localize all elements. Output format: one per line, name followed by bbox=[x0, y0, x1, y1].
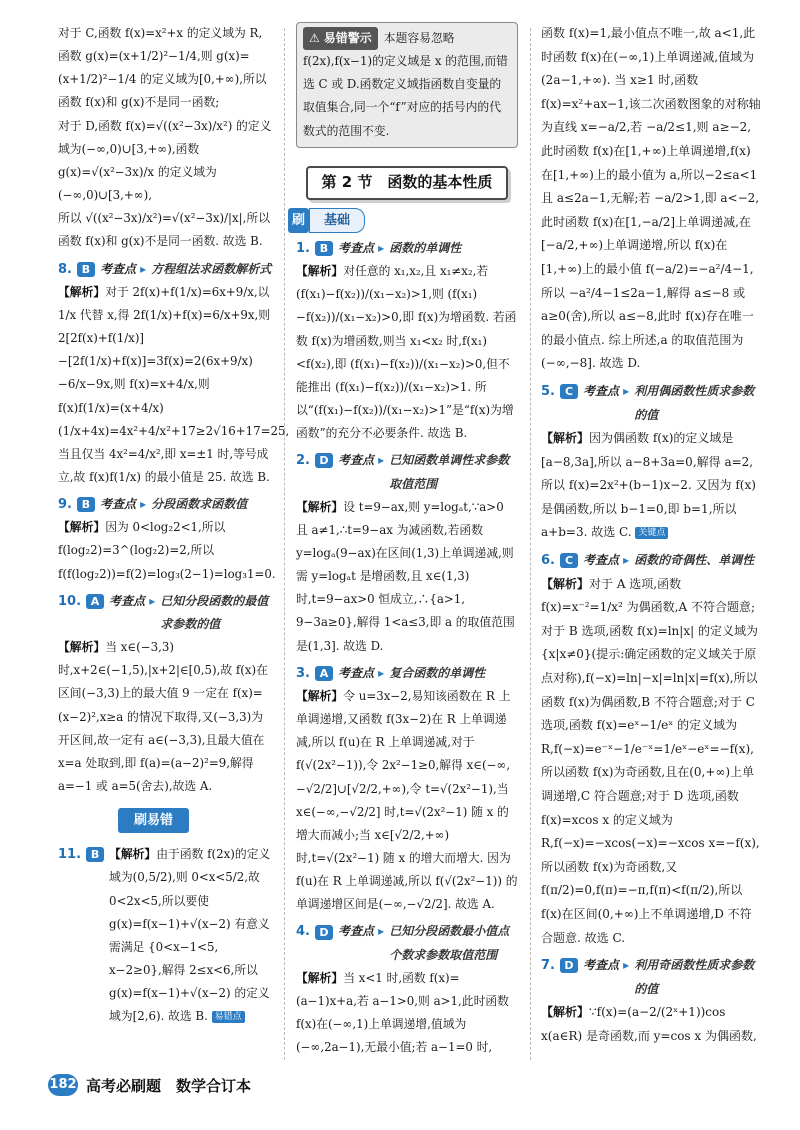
question-5-header bbox=[541, 380, 761, 427]
question-number: 5. bbox=[541, 383, 555, 399]
page-number: 182 bbox=[48, 1074, 78, 1096]
solution-tag: 【解析】 bbox=[296, 499, 344, 514]
solution-body: 对任意的 x₁,x₂,且 x₁≠x₂,若 (f(x₁)−f(x₂))/(x₁−x₂)>1,则 (f(x₁)−f(x₂))/(x₁−x₂)>0,即 f(x)为增函数. 若函数 f(x)为增函数,则当 x₁<x₂ 时,f(x₁)<f(x₂),即 (f(x₁)−f(x₂))/(x₁−x₂)>0,但不能推出 (f(x₁)−f(x₂))/(x₁−x₂)>1. 所以“(f(x₁)−f(x₂))/(x₁−x₂)>1”是“f(x)为增函数”的充分不必要条件. 故选 B. bbox=[296, 264, 517, 441]
answer-badge: D bbox=[315, 453, 333, 468]
question-number: 8. bbox=[58, 261, 72, 277]
column-divider-left bbox=[284, 28, 285, 1060]
solution-body: 对于 A 选项,函数 f(x)=x⁻²=1/x² 为偶函数,A 不符合题意;对于 B 选项,函数 f(x)=ln|x| 的定义域为{x|x≠0}(提示:确定函数的定义域关于原点对称),f(−x)=ln|−x|=ln|x|=f(x),所以函数 f(x)为偶函数,B 不符合题意;对于 C 选项,函数 f(x)=eˣ−1/eˣ 的定义域为 R,f(−x)=e⁻ˣ−1/e⁻ˣ=1/eˣ−eˣ=−f(x),所以函数 f(x)为奇函数,且在(0,+∞)上单调递增,C 符合题意;对于 D 选项,函数 f(x)=xcos x 的定义域为 R,f(−x)=−xcos(−x)=−xcos x=−f(x),所以函数 f(x)为奇函数,又 f(π/2)=0,f(π)=−π,f(π)<f(π/2),所以 f(x)在区间(0,+∞)上不单调递增,D 不符合题意. 故选 C. bbox=[541, 576, 760, 945]
key-point-topic: 利用奇函数性质求参数的值 bbox=[634, 958, 755, 996]
solution-tag: 【解析】 bbox=[541, 576, 590, 591]
question-9-header bbox=[58, 493, 272, 516]
solution-tag: 【解析】 bbox=[109, 847, 157, 862]
section-title: 第 2 节 函数的基本性质 bbox=[306, 166, 508, 200]
question-11-header bbox=[58, 843, 272, 1028]
shua-badge: 刷 bbox=[288, 208, 309, 233]
question-10-header bbox=[58, 590, 272, 636]
key-point-topic: 复合函数的单调性 bbox=[389, 665, 486, 680]
question-5-solution bbox=[541, 427, 761, 545]
key-point-topic: 函数的奇偶性、单调性 bbox=[634, 553, 755, 568]
book-title: 高考必刷题 数学合订本 bbox=[86, 1076, 252, 1095]
question-6-solution bbox=[541, 573, 761, 951]
warning-icon: ⚠ bbox=[309, 31, 320, 45]
warning-tag bbox=[303, 27, 378, 50]
column-left bbox=[58, 22, 290, 1029]
key-point-topic: 利用偶函数性质求参数的值 bbox=[634, 383, 755, 422]
answer-badge: B bbox=[315, 241, 333, 256]
basic-banner bbox=[288, 208, 518, 233]
key-point-tag: 关键点 bbox=[635, 527, 668, 539]
key-point-label: 考查点 ▸ bbox=[100, 258, 146, 281]
solution-tag: 【解析】 bbox=[541, 431, 590, 446]
solution-body: 对于 2f(x)+f(1/x)=6x+9/x,以 1/x 代替 x,得 2f(1/x)+f(x)=6/x+9x,则 2[2f(x)+f(1/x)]−[2f(1/x)+f(x)]=3f(x)=2(6x+9/x)−6/x−9x,则 f(x)=x+4/x,则 f(x)f(1/x)=(x+4/x)(1/x+4x)=4x²+4/x²+17≥2√16+17=25,当且仅当 4x²=4/x²,即 x=±1 时,等号成立,故 f(x)f(1/x) 的最小值是 25. 故选 B. bbox=[58, 284, 290, 484]
key-point-topic: 分段函数求函数值 bbox=[151, 497, 248, 512]
key-point-label: 考查点 ▸ bbox=[583, 380, 629, 404]
question-8-solution bbox=[58, 281, 290, 489]
key-point-topic: 已知分段函数最小值点个数求参数取值范围 bbox=[389, 924, 510, 962]
key-point-label: 考查点 ▸ bbox=[100, 493, 146, 516]
key-point-label: 考查点 ▸ bbox=[583, 549, 629, 573]
column-right bbox=[541, 22, 761, 1049]
answer-badge: D bbox=[560, 958, 578, 973]
answer-badge: A bbox=[86, 594, 104, 609]
answer-badge: D bbox=[315, 925, 333, 940]
answer-badge: A bbox=[315, 666, 333, 681]
question-number: 2. bbox=[296, 453, 310, 469]
solution-tag: 【解析】 bbox=[296, 264, 344, 279]
paragraph-option-c: 对于 C,函数 f(x)=x²+x 的定义域为 R,函数 g(x)=(x+1/2)²−1/4,则 g(x)=(x+1/2)²−1/4 的定义域为[0,+∞),所以函数 f(x)和 g(x)不是同一函数; bbox=[58, 26, 267, 110]
solution-tag: 【解析】 bbox=[58, 640, 106, 655]
question-1-solution bbox=[296, 260, 518, 445]
question-10-solution bbox=[58, 636, 272, 798]
key-point-topic: 方程组法求函数解析式 bbox=[151, 261, 272, 276]
question-number: 1. bbox=[296, 240, 310, 256]
basic-label: 基础 bbox=[309, 208, 365, 233]
key-point-topic: 已知分段函数的最值求参数的值 bbox=[160, 593, 269, 631]
key-point-label: 考查点 ▸ bbox=[338, 920, 384, 943]
question-3-header bbox=[296, 662, 518, 685]
page-footer bbox=[48, 1074, 251, 1096]
question-2-solution bbox=[296, 496, 518, 658]
question-2-header bbox=[296, 449, 518, 495]
question-number: 11. bbox=[58, 847, 82, 863]
question-4-solution bbox=[296, 967, 518, 1060]
question-3-solution bbox=[296, 685, 518, 917]
column-middle bbox=[292, 22, 518, 1059]
question-number: 3. bbox=[296, 665, 310, 681]
solution-body: ∵f(x)=(a−2/(2ˣ+1))cos x(a∈R) 是奇函数,而 y=cos x 为偶函数, bbox=[541, 1005, 757, 1043]
solution-tag: 【解析】 bbox=[58, 520, 106, 535]
question-7-solution bbox=[541, 1001, 761, 1048]
paragraph-option-d: 对于 D,函数 f(x)=√((x²−3x)/x²) 的定义域为(−∞,0)∪[3,+∞),函数 g(x)=√(x²−3x)/x 的定义域为(−∞,0)∪[3,+∞), bbox=[58, 118, 272, 203]
question-4-continued: 函数 f(x)=1,最小值点不唯一,故 a<1,此时函数 f(x)在(−∞,1)上单调递减,值域为(2a−1,+∞). 当 x≥1 时,函数 f(x)=x²+ax−1,该二次函数图象的对称轴为直线 x=−a/2,若 −a/2≤1,则 a≥−2,此时函数 f(x)在[1,+∞)上单调递增,f(x)在[1,+∞)上的最小值为 a,所以−2≤a<1 且 a≤2a−1,无解;若 −a/2>1,即 a<−2,此时函数 f(x)在[1,−a/2]上单调递减,在[−a/2,+∞)上单调递增,所以 f(x)在[1,+∞)上的最小值 f(−a/2)=−a²/4−1,所以 −a²/4−1≤2a−1,解得 a≤−8 或 a≥0(舍),所以 a≤−8,此时 f(x)存在唯一的最小值点. 综上所述,a 的取值范围为(−∞,−8]. 故选 D. bbox=[541, 26, 761, 371]
key-point-label: 考查点 ▸ bbox=[338, 662, 384, 685]
warning-tag-label: 易错警示 bbox=[323, 31, 372, 45]
error-point-tag: 易错点 bbox=[212, 1011, 245, 1023]
question-number: 10. bbox=[58, 593, 82, 609]
solution-body: 设 t=9−ax,则 y=logₐt,∵a>0 且 a≠1,∴t=9−ax 为减函数,若函数 y=logₐ(9−ax)在区间(1,3)上单调递减,则需 y=logₐt 是增函数,且 x∈(1,3)时,t=9−ax>0 恒成立,∴{a>1, 9−3a≥0},解得 1<a≤3,即 a 的取值范围是(1,3]. 故选 D. bbox=[296, 499, 515, 653]
question-number: 4. bbox=[296, 924, 310, 940]
question-8-header bbox=[58, 258, 272, 281]
answer-badge: B bbox=[77, 262, 95, 277]
solution-tag: 【解析】 bbox=[296, 688, 344, 703]
error-warning-box bbox=[296, 22, 518, 148]
key-point-label: 考查点 ▸ bbox=[109, 590, 155, 613]
solution-tag: 【解析】 bbox=[541, 1005, 590, 1020]
question-number: 9. bbox=[58, 497, 72, 513]
solution-tag: 【解析】 bbox=[58, 284, 106, 299]
question-11-solution bbox=[109, 843, 272, 1028]
solution-body: 因为偶函数 f(x)的定义域是[a−8,3a],所以 a−8+3a=0,解得 a=2,所以 f(x)=2x²+(b−1)x−2. 又因为 f(x)是偶函数,所以 b−1=0,即 b=1,所以 a+b=3. 故选 C. bbox=[541, 431, 756, 540]
solution-body: 由于函数 f(2x)的定义域为(0,5/2),则 0<x<5/2,故 0<2x<5,所以要使 g(x)=f(x−1)+√(x−2) 有意义需满足 {0<x−1<5, x−2≥0},解得 2≤x<6,所以 g(x)=f(x−1)+√(x−2) 的定义域为[2,6). 故选 B. bbox=[109, 847, 271, 1024]
answer-badge: B bbox=[77, 497, 95, 512]
key-point-topic: 函数的单调性 bbox=[389, 240, 462, 255]
answer-badge: B bbox=[86, 847, 104, 862]
question-7-header bbox=[541, 954, 761, 1001]
section-banner-error-prone: 刷易错 bbox=[118, 808, 189, 833]
solution-body: 令 u=3x−2,易知该函数在 R 上单调递增,又函数 f(3x−2)在 R 上单调递减,所以 f(u)在 R 上单调递减,对于 f(√(2x²−1)),令 2x²−1≥0,解得 x∈(−∞,−√2/2]∪[√2/2,+∞),令 t=√(2x²−1),当 x∈(−∞,−√2/2] 时,t=√(2x²−1) 随 x 的增大而减小;当 x∈[√2/2,+∞) 时,t=√(2x²−1) 随 x 的增大而增大. 因为 f(u)在 R 上单调递减,所以 f(√(2x²−1)) 的单调递增区间是(−∞,−√2/2]. 故选 A. bbox=[296, 688, 518, 912]
key-point-topic: 已知函数单调性求参数取值范围 bbox=[389, 453, 510, 491]
key-point-label: 考查点 ▸ bbox=[338, 237, 384, 260]
answer-badge: C bbox=[560, 384, 578, 399]
paragraph-conclusion: 所以 √((x²−3x)/x²)=√(x²−3x)/|x|,所以函数 f(x)和 g(x)不是同一函数. 故选 B. bbox=[58, 211, 271, 249]
solution-tag: 【解析】 bbox=[296, 970, 344, 985]
solution-body: 因为 0<log₂2<1,所以 f(log₂2)=3^(log₂2)=2,所以 f(f(log₂2))=f(2)=log₃(2−1)=log₃1=0. bbox=[58, 520, 276, 581]
question-1-header bbox=[296, 237, 518, 260]
key-point-label: 考查点 ▸ bbox=[583, 954, 629, 978]
question-9-solution bbox=[58, 516, 276, 585]
solution-body: 当 x∈(−3,3)时,x+2∈(−1,5),|x+2|∈[0,5),故 f(x)在区间(−3,3)上的最大值 9 一定在 f(x)=(x−2)²,x≥a 的情况下取得,又(−3,3)为开区间,故一定有 a∈(−3,3),且最大值在 x=a 处取到,即 f(a)=(a−2)²=9,解得 a=−1 或 a=5(舍去),故选 A. bbox=[58, 640, 268, 793]
solution-body: 当 x<1 时,函数 f(x)=(a−1)x+a,若 a−1>0,则 a>1,此时函数 f(x)在(−∞,1)上单调递增,值域为(−∞,2a−1),无最小值;若 a−1=0 时, bbox=[296, 970, 509, 1055]
question-6-header bbox=[541, 549, 761, 573]
key-point-label: 考查点 ▸ bbox=[338, 449, 384, 472]
question-number: 7. bbox=[541, 958, 555, 974]
question-number: 6. bbox=[541, 553, 555, 569]
answer-badge: C bbox=[560, 553, 578, 568]
question-4-header bbox=[296, 920, 518, 966]
column-divider-right bbox=[530, 28, 531, 1060]
warning-text: 本题容易忽略 f(2x),f(x−1)的定义域是 x 的范围,而错选 C 或 D.函数定义域指函数自变量的取值集合,同一个“f”对应的括号内的代数式的范围不变. bbox=[303, 31, 508, 138]
